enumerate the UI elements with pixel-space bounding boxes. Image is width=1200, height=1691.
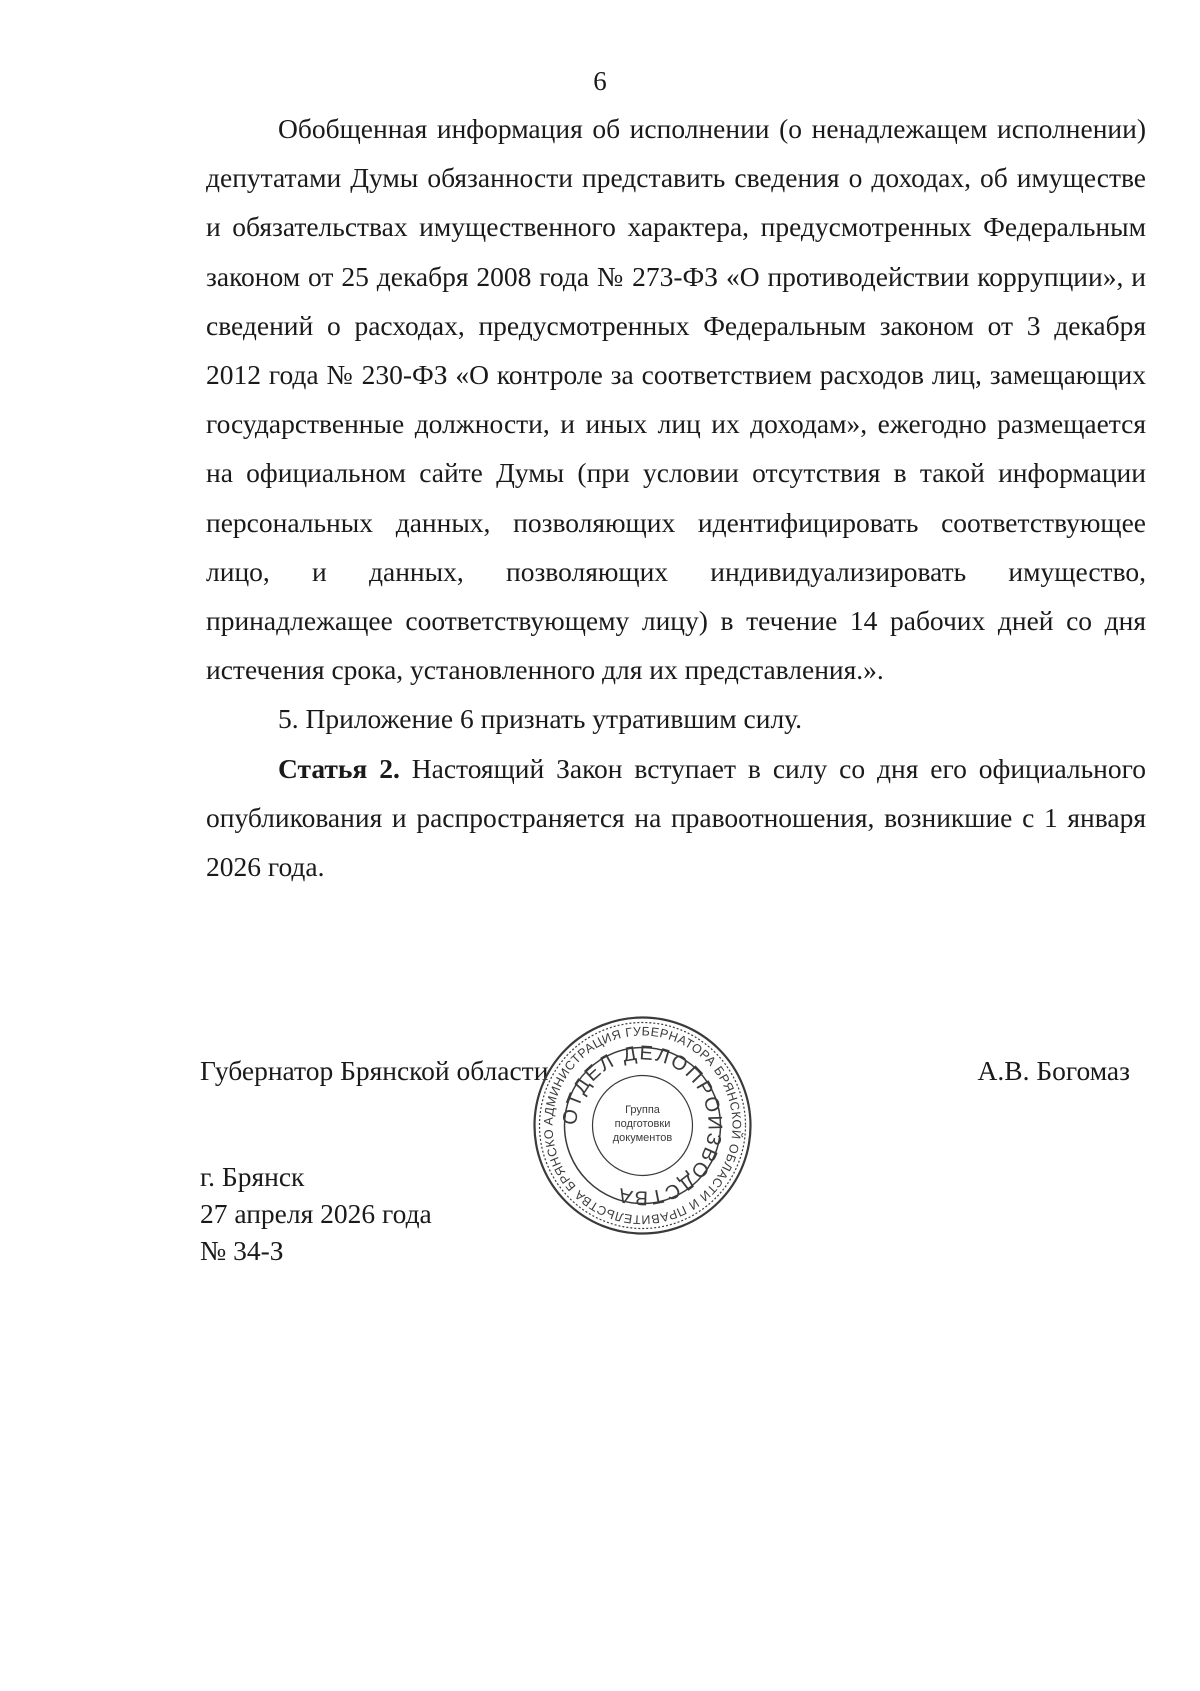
page-number: 6	[593, 66, 607, 96]
date-of-signing: 27 апреля 2026 года	[200, 1198, 432, 1229]
document-footer	[200, 1158, 432, 1269]
signatory-position: Губернатор Брянской области	[200, 1055, 549, 1086]
paragraph-annex-repeal	[206, 694, 1146, 743]
seal-center-text: Группа подготовки документов	[612, 1104, 673, 1144]
seal-inner-text-span: ОТДЕЛ ДЕЛОПРОИЗВОДСТВА	[559, 1042, 726, 1209]
seal-stamp-icon	[530, 1013, 755, 1238]
paragraph-text: Настоящий Закон вступает в силу со дня его официального опубликования и распространяется на правоотношения, возникшие с 1 января 2026 года.	[206, 752, 1146, 883]
place-of-signing: г. Брянск	[200, 1161, 305, 1192]
article-heading: Статья 2.	[278, 752, 400, 784]
official-seal	[530, 1013, 755, 1238]
document-body	[206, 104, 1146, 891]
paragraph-text: 5. Приложение 6 признать утратившим силу.	[278, 703, 803, 735]
paragraph-text: Обобщенная информация об исполнении (о ненадлежащем исполнении) депутатами Думы обязанности представить сведения о доходах, об имуществе и обязательствах имущественного характера, предусмотренных Федеральным законом от 25 декабря 2008 года № 273-ФЗ «О противодействии коррупции», и сведений о расходах, предусмотренных Федеральным законом от 3 декабря 2012 года № 230-ФЗ «О контроле за соответствием расходов лиц, замещающих государственные должности, и иных лиц их доходам», ежегодно размещается на официальном сайте Думы (при условии отсутствия в такой информации персональных данных, позволяющих идентифицировать соответствующее лицо, и данных, позволяющих индивидуализировать имущество, принадлежащее соответствующему лицу) в течение 14 рабочих дней со дня истечения срока, установленного для их представления.».	[206, 113, 1146, 686]
law-number: № 34-З	[200, 1235, 284, 1266]
seal-outer-text-span: АДМИНИСТРАЦИЯ ГУБЕРНАТОРА БРЯНСКОЙ ОБЛАСТИ И ПРАВИТЕЛЬСТВА БРЯНСКО	[541, 1024, 744, 1227]
signatory-name: А.В. Богомаз	[977, 1055, 1130, 1086]
paragraph-article-2	[206, 744, 1146, 892]
paragraph-disclosure-info	[206, 104, 1146, 694]
